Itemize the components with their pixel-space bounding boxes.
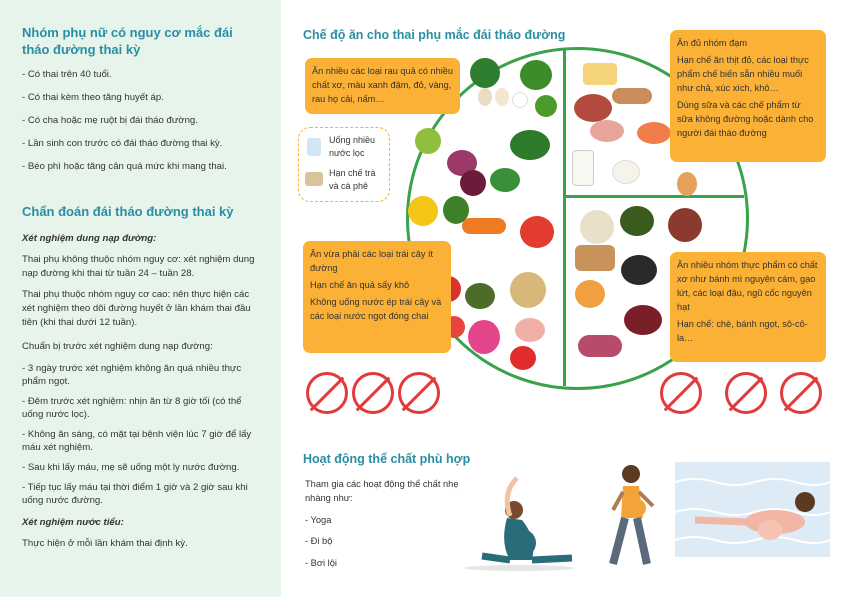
no-soda-icon xyxy=(398,372,440,414)
red-bean-icon xyxy=(624,305,662,335)
spinach-icon xyxy=(510,130,550,160)
grains-text-1: Ăn nhiều nhóm thực phẩm có chất xơ như bánh mì nguyên cám, gạo lứt, các loại đậu, ngũ cốc nguyên hạt xyxy=(677,260,818,312)
urine-test-title: Xét nghiệm nước tiểu: xyxy=(22,517,124,528)
sweet-potato-icon xyxy=(578,335,622,357)
water-box xyxy=(298,127,390,202)
black-bean-icon xyxy=(621,255,657,285)
grain-bowl-icon xyxy=(580,210,614,244)
yoga-illustration xyxy=(462,468,577,573)
prep-list xyxy=(22,362,263,507)
milk-icon xyxy=(572,150,594,186)
list-item: - Lần sinh con trước có đái tháo đường thai kỳ. xyxy=(22,138,223,149)
risk-list xyxy=(22,68,263,173)
fruits-box xyxy=(303,241,451,353)
protein-text-1: Ăn đủ nhóm đạm xyxy=(677,38,747,48)
mung-bean-icon xyxy=(620,206,654,236)
meat-icon xyxy=(574,94,612,122)
mushroom-icon xyxy=(495,88,509,106)
garlic-icon xyxy=(512,92,528,108)
vegetables-text: Ăn nhiều các loại rau quả có nhiều chất xơ, màu xanh đậm, đỏ, vàng, rau họ cải, nấm… xyxy=(312,66,453,104)
activity-item-walking: - Đi bộ xyxy=(305,536,333,546)
grains-text-2: Hạn chế: chè, bánh ngọt, sô-cô-la… xyxy=(677,319,808,343)
spacer xyxy=(22,183,263,203)
no-dried-fruit-icon xyxy=(306,372,348,414)
tea-coffee-text: Hạn chế trà và cà phê xyxy=(329,168,376,191)
list-item: - Tiếp tục lấy máu tại thời điểm 1 giờ và 2 giờ sau khi uống nước đường. xyxy=(22,482,248,506)
list-item: - 3 ngày trước xét nghiệm không ăn quá nhiều thực phẩm ngọt. xyxy=(22,363,242,387)
brown-rice-icon xyxy=(668,208,702,242)
salmon-icon xyxy=(637,122,671,144)
diagnosis-title: Chẩn đoán đái tháo đường thai kỳ xyxy=(22,204,234,219)
bread-icon xyxy=(575,245,615,271)
plate-divider-vertical xyxy=(563,50,566,386)
tofu-icon xyxy=(583,63,617,85)
activity-item-swimming: - Bơi lội xyxy=(305,558,337,568)
bell-pepper-icon xyxy=(408,196,438,226)
walking-illustration xyxy=(595,460,665,572)
diet-title: Chế độ ăn cho thai phụ mắc đái tháo đường xyxy=(303,28,566,42)
no-chocolate-icon xyxy=(780,372,822,414)
guava-icon xyxy=(515,318,545,342)
activity-intro: Tham gia các hoạt động thể chất nhẹ nhàng như: xyxy=(305,479,459,503)
left-panel xyxy=(0,0,281,597)
shrimp-icon xyxy=(612,88,652,104)
no-cake-icon xyxy=(725,372,767,414)
water-text: Uống nhiều nước lọc xyxy=(329,135,376,158)
list-item: - Không ăn sáng, có mặt tại bệnh viện lúc 7 giờ để lấy máu xét nghiệm. xyxy=(22,429,252,453)
egg-icon xyxy=(677,172,697,196)
prep-title: Chuẩn bị trước xét nghiệm dung nạp đường: xyxy=(22,341,213,352)
no-juice-icon xyxy=(352,372,394,414)
carrot-icon xyxy=(462,218,506,234)
fruits-text-1: Ăn vừa phải các loại trái cây ít đường xyxy=(310,249,434,273)
risk-title: Nhóm phụ nữ có nguy cơ mắc đái tháo đường thai kỳ xyxy=(22,25,233,57)
mushroom-icon xyxy=(478,88,492,106)
tea-cup-icon xyxy=(305,172,323,186)
glucose-test-title: Xét nghiệm dung nạp đường: xyxy=(22,233,157,244)
plate-divider-horizontal xyxy=(566,195,744,198)
avocado-icon xyxy=(465,283,495,309)
grains-box xyxy=(670,252,826,362)
activity-title: Hoạt động thể chất phù hợp xyxy=(303,452,471,466)
list-item: - Có cha hoặc mẹ ruột bị đái tháo đường. xyxy=(22,115,198,126)
no-sweet-soup-icon xyxy=(660,372,702,414)
fruits-text-2: Hạn chế ăn quả sấy khô xyxy=(310,280,410,290)
strawberry-icon xyxy=(510,346,536,370)
tomato-icon xyxy=(520,216,554,248)
glucose-test-p2: Thai phụ thuộc nhóm nguy cơ cao: nên thực hiện các xét nghiệm theo dõi đường huyết ở lần khám thai đầu tiên (khi thai dưới 12 tuần). xyxy=(22,289,251,328)
protein-text-3: Dùng sữa và các chế phẩm từ sữa không đường hoặc dành cho người đái tháo đường xyxy=(677,100,814,138)
list-item: - Sau khi lấy máu, mẹ sẽ uống một ly nước đường. xyxy=(22,462,240,473)
protein-text-2: Hạn chế ăn thịt đỏ, các loại thực phẩm chế biến sẵn nhiều muối như chả, xúc xích, khô… xyxy=(677,55,809,93)
protein-box xyxy=(670,30,826,162)
list-item: - Đêm trước xét nghiệm: nhịn ăn từ 8 giờ tối (có thể uống nước lọc). xyxy=(22,396,242,420)
swimming-illustration xyxy=(675,462,830,557)
yogurt-icon xyxy=(612,160,640,184)
melon-icon xyxy=(510,272,546,308)
dragon-fruit-icon xyxy=(468,320,500,354)
broccoli-icon xyxy=(470,58,500,88)
urine-test-text: Thực hiện ở mỗi lần khám thai định kỳ. xyxy=(22,538,188,549)
glass-icon xyxy=(307,138,321,156)
brussels-sprout-icon xyxy=(415,128,441,154)
vegetables-box xyxy=(305,58,460,114)
broccoli-icon xyxy=(520,60,552,90)
list-item: - Có thai kèm theo tăng huyết áp. xyxy=(22,92,164,103)
list-item: - Béo phì hoặc tăng cân quá mức khi mang thai. xyxy=(22,161,227,172)
activity-item-yoga: - Yoga xyxy=(305,515,332,525)
pumpkin-icon xyxy=(575,280,605,308)
beetroot-icon xyxy=(460,170,486,196)
glucose-test-p1: Thai phụ không thuộc nhóm nguy cơ: xét nghiệm dung nạp đường khi thai từ tuần 24 – tuần 28. xyxy=(22,254,255,279)
cabbage-icon xyxy=(535,95,557,117)
list-item: - Có thai trên 40 tuổi. xyxy=(22,69,112,80)
fruits-text-3: Không uống nước ép trái cây và các loại nước ngọt đóng chai xyxy=(310,297,442,321)
cucumber-icon xyxy=(490,168,520,192)
pork-icon xyxy=(590,120,624,142)
